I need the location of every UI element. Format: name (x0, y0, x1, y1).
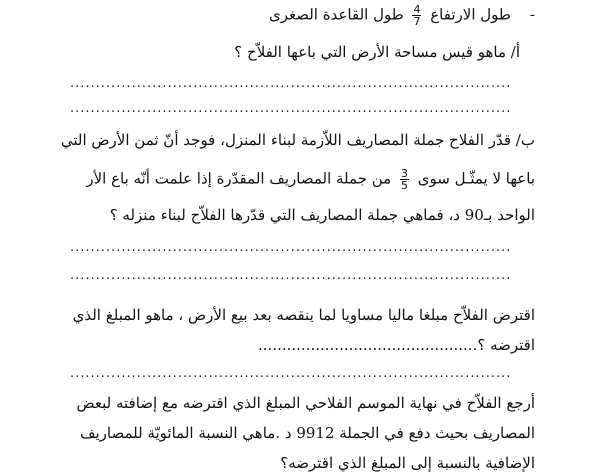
base-label: طول القاعدة الصغرى (268, 5, 404, 24)
question-d-line3: الإضافية بالنسبة إلى المبلغ الذي اقترضه؟ (280, 454, 535, 472)
answer-line-1: ...................................................................................... (70, 76, 512, 91)
question-b-line2 (70, 168, 535, 191)
question-c-line1: اقترض الفلاّح مبلغا ماليا مساويا لما ينقصه بعد بيع الأرض ، ماهو المبلغ الذي (72, 306, 535, 324)
answer-line-3: ...................................................................................... (70, 240, 512, 255)
question-b-line1: ب/ قدّر الفلاح جملة المصاريف اللاّزمة لبناء المنزل، فوجد أنّ ثمن الأرض التي (60, 131, 535, 149)
fraction-numerator: 4 (413, 3, 421, 16)
answer-line-2: ...................................................................................... (70, 101, 512, 116)
question-a: أ/ ماهو قيس مساحة الأرض التي باعها الفلاّح ؟ (234, 43, 520, 61)
fraction-3-5 (400, 168, 409, 191)
fraction-4-7 (412, 4, 421, 27)
question-c-line2: اقترضه ؟.............................................. (258, 336, 535, 354)
fraction-denominator: 7 (413, 15, 421, 28)
fraction-denominator: 5 (400, 179, 408, 192)
height-label: طول الارتفاع (430, 5, 511, 24)
question-b-line3: الواحد بـ90 د، فماهي جملة المصاريف التي قدّرها الفلاّح لبناء منزله ؟ (109, 206, 535, 224)
answer-line-4: ...................................................................................... (70, 268, 512, 283)
dash: - (529, 5, 535, 24)
question-b-line2-end: من جملة المصاريف المقدّرة إذا علمت أنّه باع الأر (86, 169, 392, 188)
question-d-line2: المصاريف بحيث دفع في الجملة 9912 د .ماهي النسبة المائويّة للمصاريف (79, 424, 535, 442)
line-height-ratio (70, 4, 535, 27)
question-d-line1: أرجع الفلاّح في نهاية الموسم الفلاحي المبلغ الذي اقترضه مع إضافته لبعض (76, 394, 535, 412)
question-b-line2-start: باعها لا يمثّـل سوى (417, 169, 535, 188)
fraction-numerator: 3 (400, 167, 408, 180)
answer-line-5: ...................................................................................... (70, 366, 512, 381)
